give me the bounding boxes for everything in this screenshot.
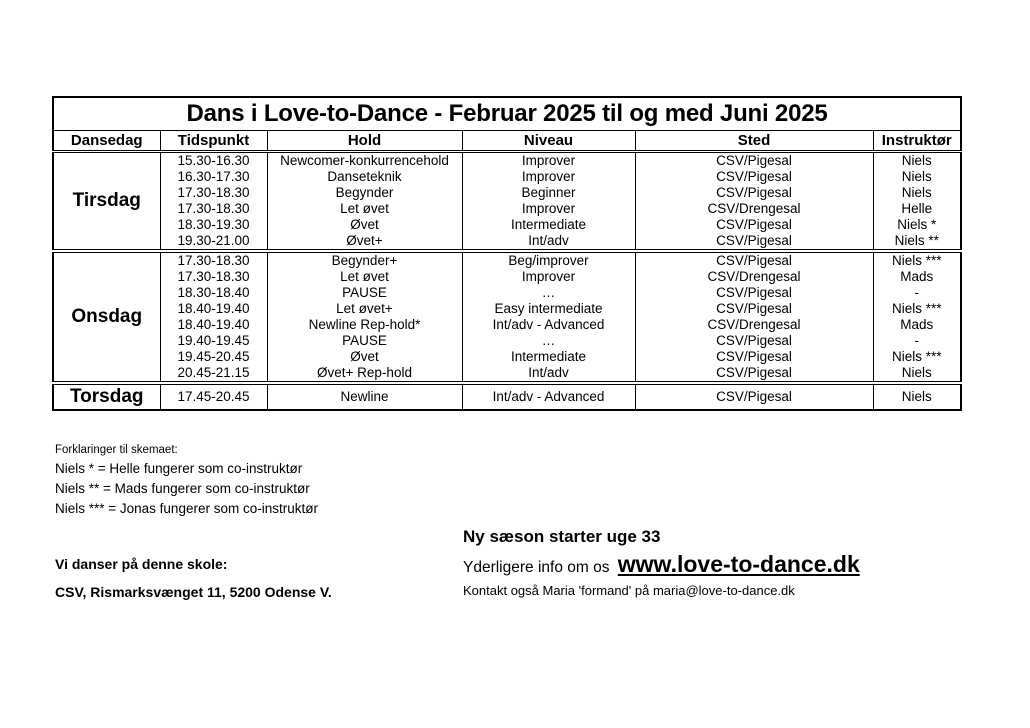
table-row — [53, 383, 961, 410]
class-cell: Newcomer-konkurrencehold — [267, 152, 462, 170]
location-cell: CSV/Pigesal — [635, 285, 873, 301]
level-cell: Int/adv - Advanced — [462, 317, 635, 333]
column-header: Dansedag — [53, 131, 160, 152]
season-heading: Ny sæson starter uge 33 — [463, 527, 661, 546]
column-header: Instruktør — [873, 131, 961, 152]
level-cell: Beginner — [462, 185, 635, 201]
column-header: Sted — [635, 131, 873, 152]
level-cell: Improver — [462, 201, 635, 217]
time-cell: 17.45-20.45 — [160, 383, 267, 410]
table-row — [53, 365, 961, 383]
time-cell: 18.30-19.30 — [160, 217, 267, 233]
column-header: Hold — [267, 131, 462, 152]
location-cell: CSV/Pigesal — [635, 169, 873, 185]
table-row — [53, 169, 961, 185]
school-address: CSV, Rismarksvænget 11, 5200 Odense V. — [55, 584, 332, 600]
time-cell: 18.40-19.40 — [160, 301, 267, 317]
level-cell: Improver — [462, 269, 635, 285]
instructor-cell: Mads — [873, 317, 961, 333]
info-line — [463, 551, 860, 578]
instructor-cell: Niels ** — [873, 233, 961, 251]
table-row — [53, 201, 961, 217]
location-cell: CSV/Pigesal — [635, 333, 873, 349]
schedule-title: Dans i Love-to-Dance - Februar 2025 til og med Juni 2025 — [53, 97, 961, 131]
table-row — [53, 233, 961, 251]
instructor-cell: Niels — [873, 169, 961, 185]
class-cell: PAUSE — [267, 333, 462, 349]
location-cell: CSV/Pigesal — [635, 152, 873, 170]
location-cell: CSV/Drengesal — [635, 269, 873, 285]
time-cell: 17.30-18.30 — [160, 269, 267, 285]
class-cell: Danseteknik — [267, 169, 462, 185]
location-cell: CSV/Drengesal — [635, 317, 873, 333]
note-line: Niels ** = Mads fungerer som co-instruktør — [55, 481, 310, 496]
location-cell: CSV/Drengesal — [635, 201, 873, 217]
level-cell: Int/adv - Advanced — [462, 383, 635, 410]
table-row — [53, 301, 961, 317]
table-row — [53, 251, 961, 269]
time-cell: 18.30-18.40 — [160, 285, 267, 301]
level-cell: Intermediate — [462, 349, 635, 365]
class-cell: Øvet — [267, 217, 462, 233]
table-row — [53, 217, 961, 233]
info-prefix: Yderligere info om os — [463, 559, 610, 576]
level-cell: Easy intermediate — [462, 301, 635, 317]
day-cell: Tirsdag — [53, 152, 160, 252]
table-row — [53, 285, 961, 301]
notes-heading: Forklaringer til skemaet: — [55, 444, 178, 456]
time-cell: 20.45-21.15 — [160, 365, 267, 383]
instructor-cell: Niels *** — [873, 251, 961, 269]
school-heading: Vi danser på denne skole: — [55, 556, 228, 572]
class-cell: Newline — [267, 383, 462, 410]
table-row — [53, 185, 961, 201]
table-row — [53, 333, 961, 349]
class-cell: Let øvet — [267, 201, 462, 217]
level-cell: Improver — [462, 169, 635, 185]
class-cell: Newline Rep-hold* — [267, 317, 462, 333]
instructor-cell: - — [873, 333, 961, 349]
class-cell: Øvet+ — [267, 233, 462, 251]
column-header: Tidspunkt — [160, 131, 267, 152]
time-cell: 16.30-17.30 — [160, 169, 267, 185]
instructor-cell: Niels — [873, 383, 961, 410]
level-cell: Improver — [462, 152, 635, 170]
table-row — [53, 152, 961, 170]
class-cell: Let øvet+ — [267, 301, 462, 317]
instructor-cell: Niels *** — [873, 301, 961, 317]
time-cell: 18.40-19.40 — [160, 317, 267, 333]
instructor-cell: Niels — [873, 185, 961, 201]
contact-line: Kontakt også Maria 'formand' på maria@love-to-dance.dk — [463, 583, 795, 598]
class-cell: Begynder — [267, 185, 462, 201]
level-cell: Int/adv — [462, 365, 635, 383]
time-cell: 15.30-16.30 — [160, 152, 267, 170]
location-cell: CSV/Pigesal — [635, 349, 873, 365]
level-cell: Int/adv — [462, 233, 635, 251]
class-cell: Øvet — [267, 349, 462, 365]
day-cell: Torsdag — [53, 383, 160, 410]
header-row — [53, 131, 961, 152]
note-line: Niels * = Helle fungerer som co-instruktør — [55, 461, 303, 476]
location-cell: CSV/Pigesal — [635, 217, 873, 233]
location-cell: CSV/Pigesal — [635, 251, 873, 269]
class-cell: Begynder+ — [267, 251, 462, 269]
time-cell: 17.30-18.30 — [160, 185, 267, 201]
instructor-cell: Mads — [873, 269, 961, 285]
location-cell: CSV/Pigesal — [635, 365, 873, 383]
day-cell: Onsdag — [53, 251, 160, 383]
instructor-cell: Niels *** — [873, 349, 961, 365]
class-cell: Øvet+ Rep-hold — [267, 365, 462, 383]
instructor-cell: Helle — [873, 201, 961, 217]
instructor-cell: Niels * — [873, 217, 961, 233]
location-cell: CSV/Pigesal — [635, 383, 873, 410]
table-row — [53, 317, 961, 333]
class-cell: PAUSE — [267, 285, 462, 301]
instructor-cell: Niels — [873, 152, 961, 170]
level-cell: … — [462, 333, 635, 349]
time-cell: 17.30-18.30 — [160, 201, 267, 217]
schedule-table — [52, 96, 962, 411]
table-row — [53, 269, 961, 285]
level-cell: … — [462, 285, 635, 301]
location-cell: CSV/Pigesal — [635, 233, 873, 251]
level-cell: Beg/improver — [462, 251, 635, 269]
instructor-cell: - — [873, 285, 961, 301]
level-cell: Intermediate — [462, 217, 635, 233]
location-cell: CSV/Pigesal — [635, 185, 873, 201]
instructor-cell: Niels — [873, 365, 961, 383]
time-cell: 19.30-21.00 — [160, 233, 267, 251]
time-cell: 19.45-20.45 — [160, 349, 267, 365]
column-header: Niveau — [462, 131, 635, 152]
note-line: Niels *** = Jonas fungerer som co-instruktør — [55, 501, 318, 516]
website-link[interactable]: www.love-to-dance.dk — [617, 551, 860, 577]
time-cell: 17.30-18.30 — [160, 251, 267, 269]
class-cell: Let øvet — [267, 269, 462, 285]
table-row — [53, 349, 961, 365]
location-cell: CSV/Pigesal — [635, 301, 873, 317]
time-cell: 19.40-19.45 — [160, 333, 267, 349]
